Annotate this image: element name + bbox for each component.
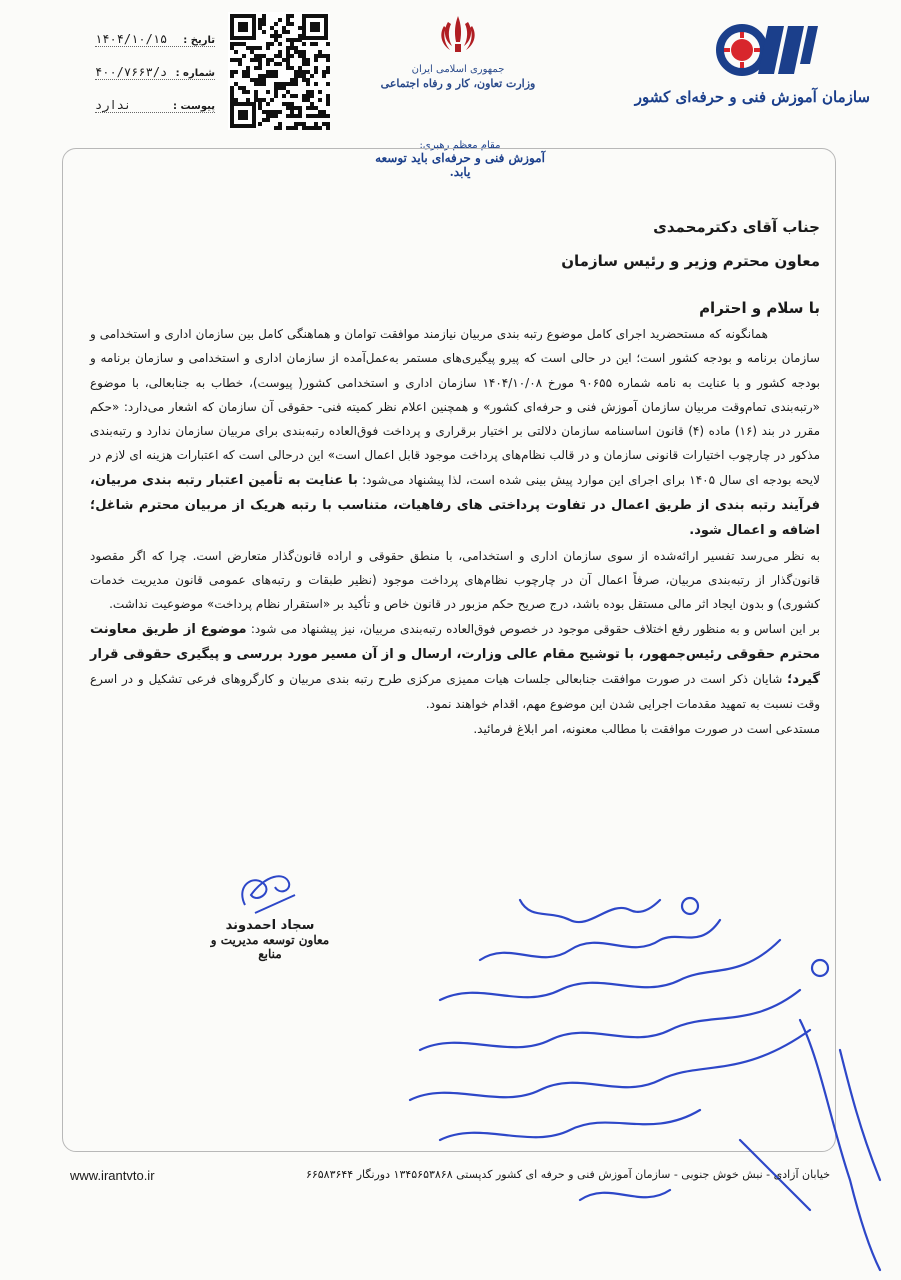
addressee-line2: معاون محترم وزیر و رئیس سازمان	[561, 252, 820, 270]
handwritten-annotation	[380, 880, 900, 1280]
website-link[interactable]: www.irantvto.ir	[70, 1168, 155, 1183]
attachment-row	[95, 88, 215, 113]
gov-line2: وزارت تعاون، کار و رفاه اجتماعی	[380, 77, 536, 90]
government-emblem-block	[378, 12, 538, 90]
letter-body	[90, 322, 820, 741]
footer-address: خیابان آزادی - نبش خوش جنوبی - سازمان آموزش فنی و حرفه ای کشور کدپستی ۱۳۴۵۶۵۳۸۶۸ دورنگار ۶۶۵۸۳۶۴۴	[305, 1168, 830, 1181]
qr-code[interactable]	[228, 12, 330, 130]
signature-scribble	[205, 865, 325, 925]
letter-footer	[70, 1168, 830, 1192]
attachment-value: ندارد	[95, 98, 132, 112]
number-label: شماره :	[175, 68, 215, 79]
letter-meta	[95, 22, 215, 121]
number-value: ۴۰۰/د/۷۶۶۳	[95, 65, 168, 79]
addressee-line1: جناب آقای دکترمحمدی	[653, 218, 820, 236]
motto-line2: آموزش فنی و حرفه‌ای باید توسعه یابد.	[375, 151, 545, 179]
date-label: تاریخ :	[183, 35, 215, 46]
signatory-name: سجاد احمدوند	[225, 918, 315, 933]
attachment-label: پیوست :	[172, 101, 215, 112]
paragraph-3-intro: بر این اساس و به منظور رفع اختلاف حقوقی موجود در خصوص فوق‌العاده رتبه‌بندی مربیان، نیز پیشنهاد می شود:	[250, 621, 820, 636]
signatory-title: معاون توسعه مدیریت و منابع	[210, 933, 330, 961]
paragraph-3	[90, 617, 820, 717]
gov-line1: جمهوری اسلامی ایران	[411, 64, 505, 75]
paragraph-1-proposal: با عنایت به تأمین اعتبار رتبه بندی مربیان، فرآیند رتبه بندی از طریق اعمال در تفاوت پرداختی های رفاهیات، متناسب با رتبه هریک از مربیان محترم شاغل؛ اضافه و اعمال شود.	[90, 472, 820, 539]
motto-line1: مقام معظم رهبری:	[419, 140, 501, 151]
organization-name: سازمان آموزش فنی و حرفه‌ای کشور	[634, 88, 870, 106]
greeting: با سلام و احترام	[699, 299, 820, 317]
paragraph-1-text: همانگونه که مستحضرید اجرای کامل موضوع رتبه بندی مربیان نیازمند موافقت توامان و هماهنگی کامل بین سازمان اداری و استخدامی و سازمان برنامه و بودجه کشور است؛ این در حالی است که پیرو پیگیری‌های مستمر به‌عمل‌آمده از سازمان اداری و استخدامی و سازمان برنامه و بودجه کشور و با عنایت به نامه شماره ۹۰۶۵۵ مورخ ۱۴۰۴/۱۰/۰۸ سازمان اداری و استخدامی کشور( پیوست)، خطاب به جنابعالی، با موضوع «رتبه‌بندی تمام‌وقت مربیان سازمان آموزش فنی و حرفه‌ای کشور» و همچنین اعلام نظر کمیته فنی- حقوقی آن سازمان که اشعار می‌دارد: «حکم مقرر در بند (۱۶) ماده (۴) قانون اساسنامه سازمان دلالتی بر اختیار برقراری و پرداخت فوق‌العاده رتبه‌بندی برای مربیان سازمان ندارد و رتبه‌بندی مذکور در چارچوب اختیارات قانونی سازمان و در قالب نظام‌های پرداخت موجود قابل اعمال است» این درحالی است که اعتبارات هزینه ای لازم در لایحه بودجه ای سال ۱۴۰۵ برای اجرای این موارد پیش بینی شده است، لذا پیشنهاد می‌شود:	[90, 327, 821, 487]
number-row	[95, 55, 215, 80]
signature-block	[200, 918, 340, 961]
iran-emblem-icon	[438, 12, 478, 56]
paragraph-1	[90, 322, 820, 544]
date-value: ۱۴۰۴/۱۰/۱۵	[95, 32, 168, 46]
paragraph-3-proposal: موضوع از طریق معاونت محترم حقوقی رئیس‌جمهور، با توشیح مقام عالی وزارت، ارسال و از آن مسیر مورد بررسی و پیگیری حقوقی قرار گیرد؛	[90, 621, 820, 688]
organization-logo-icon	[710, 18, 820, 80]
date-row	[95, 22, 215, 47]
paragraph-3-note: شایان ذکر است در صورت موافقت جنابعالی جلسات هیات ممیزی مرکزی طرح رتبه بندی مربیان و کارگروهای فرعی تشکیل و در اسرع وقت نسبت به تمهید مقدمات اجرایی شدن این موضوع مهم، اقدام خواهند نمود.	[90, 672, 820, 712]
organization-logo-block	[634, 18, 870, 106]
paragraph-4: مستدعی است در صورت موافقت با مطالب معنونه، امر ابلاغ فرمائید.	[473, 721, 820, 736]
letter-content	[90, 210, 820, 741]
paragraph-2: به نظر می‌رسد تفسیر ارائه‌شده از سوی سازمان اداری و استخدامی، با منطق حقوقی و اراده قانون‌گذار متعارض است. چرا که اگر مقصود قانون‌گذار از رتبه‌بندی مربیان، صرفاً اعمال آن در چارچوب نظام‌های پرداخت موجود (نظیر طبقات و رتبه‌های عمومی قانون مدیریت خدمات کشوری) و بدون ایجاد اثر مالی مستقل بوده باشد، درج صریح حکم مزبور در قانون خاص و تأکید بر «استقرار نظام پرداخت» موضوعیت نداشت.	[90, 548, 820, 612]
